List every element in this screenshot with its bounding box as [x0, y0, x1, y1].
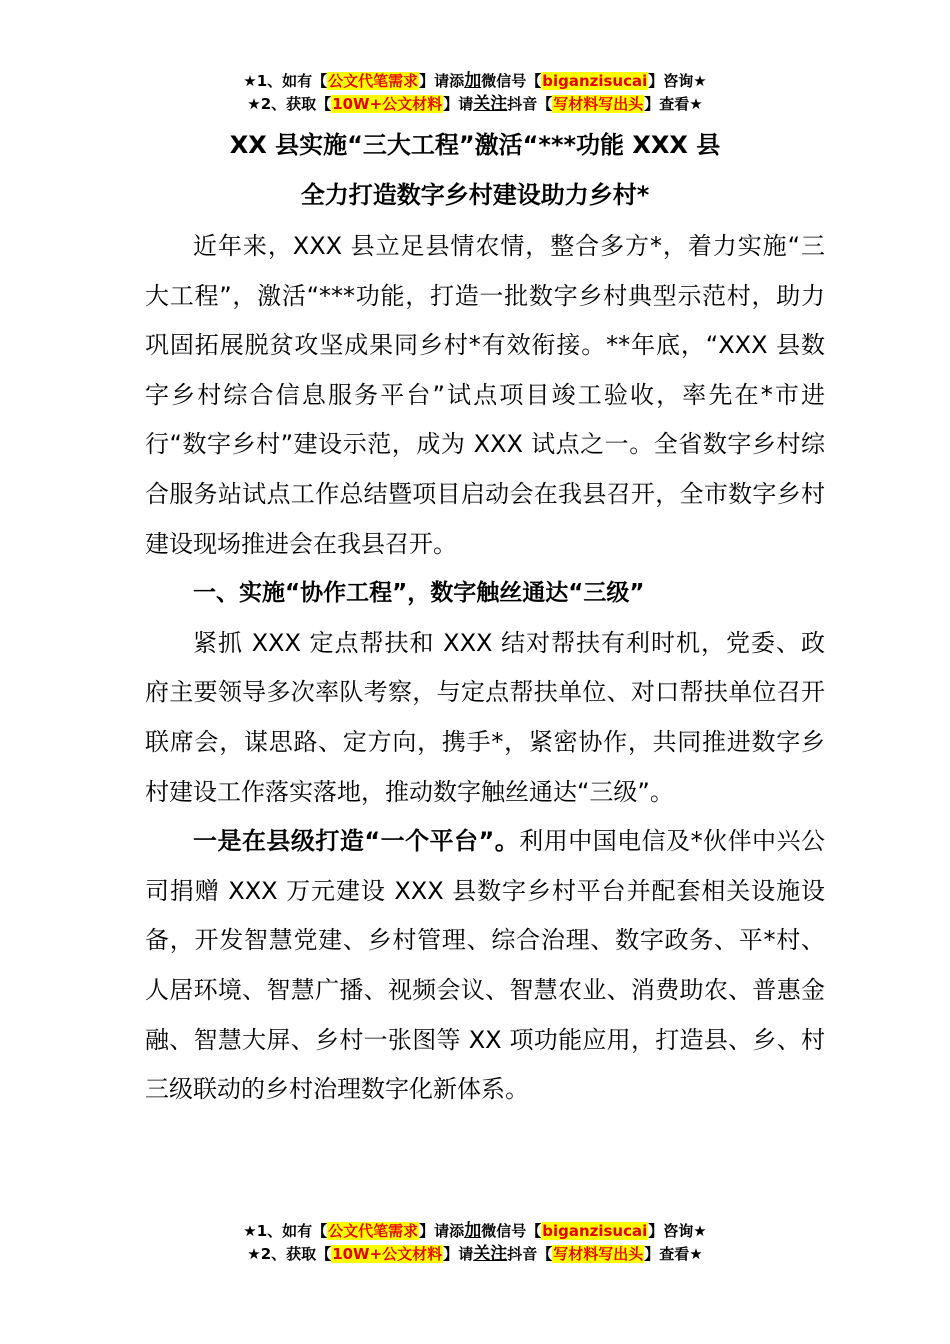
- promo-text: ★1、如有【: [243, 1222, 328, 1240]
- item-1-lead: 一是在县级打造“一个平台”。: [193, 827, 520, 856]
- promo-text: 微信号【: [481, 1222, 542, 1240]
- promo-highlight-douyin: 写材料写出头: [553, 1245, 644, 1263]
- promo-highlight-materials: 10W+公文材料: [332, 1245, 443, 1263]
- section-1-paragraph: 紧抓 XXX 定点帮扶和 XXX 结对帮扶有利时机，党委、政府主要领导多次率队考察，与定点帮扶单位、对口帮扶单位召开联席会，谋思路、定方向，携手*，紧密协作，共同推进数字乡村建设工作落实落地，推动数字触丝通达“三级”。: [145, 628, 825, 806]
- promo-text: ★2、获取【: [247, 1245, 332, 1263]
- document-title-line-1: XX 县实施“三大工程”激活“***功能 XXX 县: [229, 131, 721, 159]
- document-title-line-2: 全力打造数字乡村建设助力乡村*: [300, 181, 650, 209]
- promo-footer: [0, 1220, 950, 1266]
- promo-text: 】咨询★: [648, 72, 707, 90]
- promo-highlight-materials: 10W+公文材料: [332, 95, 443, 113]
- promo-line-2: [0, 93, 950, 116]
- promo-text: 】请添: [419, 72, 465, 90]
- promo-text: 抖音【: [507, 95, 553, 113]
- promo-text: 抖音【: [507, 1245, 553, 1263]
- promo-text: ★2、获取【: [247, 95, 332, 113]
- promo-line-2: [0, 1243, 950, 1266]
- item-1-text: 利用中国电信及*伙伴中兴公司捐赠 XXX 万元建设 XXX 县数字乡村平台并配套相关设施设备，开发智慧党建、乡村管理、综合治理、数字政务、平*村、人居环境、智慧广播、视频会议、智慧农业、消费助农、普惠金融、智慧大屏、乡村一张图等 XX 项功能应用，打造县、乡、村三级联动的乡村治理数字化新体系。: [145, 827, 826, 1104]
- promo-line-1: [0, 70, 950, 93]
- promo-text: 】查看★: [644, 95, 703, 113]
- item-1-paragraph: [145, 817, 825, 1115]
- promo-underline: 加: [464, 71, 482, 91]
- promo-highlight-wechat: biganzisucai: [542, 1222, 648, 1240]
- promo-text: 微信号【: [481, 72, 542, 90]
- promo-highlight-service: 公文代笔需求: [328, 72, 419, 90]
- promo-underline: 加: [464, 1221, 482, 1241]
- promo-highlight-douyin: 写材料写出头: [553, 95, 644, 113]
- promo-underline: 关注: [473, 1244, 508, 1264]
- promo-text: 】咨询★: [648, 1222, 707, 1240]
- promo-underline: 关注: [473, 94, 508, 114]
- promo-text: 】请: [443, 95, 474, 113]
- document-body: [145, 222, 825, 1115]
- section-heading-1: 一、实施“协作工程”，数字触丝通达“三级”: [193, 580, 645, 607]
- promo-highlight-service: 公文代笔需求: [328, 1222, 419, 1240]
- promo-text: ★1、如有【: [243, 72, 328, 90]
- intro-paragraph: 近年来，XXX 县立足县情农情，整合多方*，着力实施“三大工程”，激活“***功能，打造一批数字乡村典型示范村，助力巩固拓展脱贫攻坚成果同乡村*有效衔接。**年底，“XXX 县数字乡村综合信息服务平台”试点项目竣工验收，率先在*市进行“数字乡村”建设示范，成为 XXX 试点之一。全省数字乡村综合服务站试点工作总结暨项目启动会在我县召开，全市数字乡村建设现场推进会在我县召开。: [145, 232, 825, 558]
- promo-line-1: [0, 1220, 950, 1243]
- promo-header: [0, 70, 950, 116]
- promo-text: 】请: [443, 1245, 474, 1263]
- promo-text: 】查看★: [644, 1245, 703, 1263]
- promo-text: 】请添: [419, 1222, 465, 1240]
- promo-highlight-wechat: biganzisucai: [542, 72, 648, 90]
